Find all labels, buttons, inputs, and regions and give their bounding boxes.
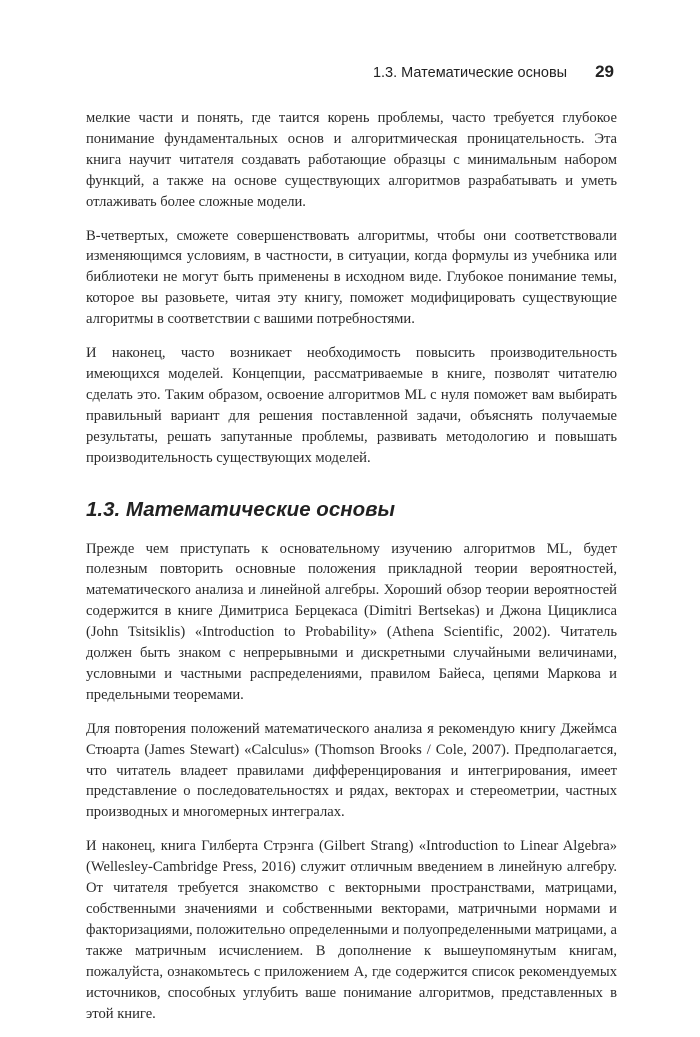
running-title: 1.3. Математические основы — [372, 65, 568, 81]
page-body — [86, 108, 617, 1037]
paragraph: И наконец, книга Гилберта Стрэнга (Gilbert Strang) «Introduction to Linear Algebra» (Wellesley-Cambridge Press, 2016) служит отличным введением в линейную алгебру. От читателя требуется знакомство с векторными пространствами, матрицами, собственными значениями и собственными векторами, матричными нормами и факторизациями, положительно определенными и полуопределенными матрицами, а также матричным исчислением. В дополнение к вышеупомянутым книгам, пожалуйста, ознакомьтесь с приложением A, где содержится список рекомендуемых источников, способных углубить ваше понимание алгоритмов, представленных в этой книге. — [86, 838, 617, 1022]
page-number: 29 — [595, 62, 614, 81]
section-heading: 1.3. Математические основы — [86, 497, 396, 521]
paragraph: мелкие части и понять, где таится корень проблемы, часто требуется глубокое понимание фундаментальных основ и алгоритмическая проницательность. Эта книга научит читателя создавать работающие образцы с минимальным набором функций, а также на основе существующих алгоритмов разрабатывать и уметь отлаживать более сложные модели. — [86, 110, 617, 210]
paragraph: Прежде чем приступать к основательному изучению алгоритмов ML, будет полезным повторить основные положения прикладной теории вероятностей, математического анализа и линейной алгебры. Хороший обзор теории вероятностей содержится в книге Димитриса Берцекаса (Dimitri Bertsekas) и Джона Цициклиса (John Tsitsiklis) «Introduction to Probability» (Athena Scientific, 2002). Читатель должен быть знаком с непрерывными и дискретными случайными величинами, условными и частными распределениями, правилом Байеса, цепями Маркова и предельными теоремами. — [86, 540, 617, 703]
running-header — [86, 62, 614, 86]
paragraph: И наконец, часто возникает необходимость повысить производительность имеющихся моделей. Концепции, рассматриваемые в книге, позволят читателю сделать это. Таким образом, освоение алгоритмов ML с нуля поможет вам выбирать правильный вариант для решения поставленной задачи, объяснять получаемые результаты, решать запутанные проблемы, развивать методологию и повышать производительность существующих моделей. — [86, 345, 617, 466]
paragraph: Для повторения положений математического анализа я рекомендую книгу Джеймса Стюарта (James Stewart) «Calculus» (Thomson Brooks / Cole, 2007). Предполагается, что читатель владеет правилами дифференцирования и интегрирования, имеет представление о последовательностях и рядах, векторах и стереометрии, частных производных и многомерных интегралах. — [86, 720, 617, 821]
paragraph: В-четвертых, сможете совершенствовать алгоритмы, чтобы они соответствовали изменяющимся условиям, в частности, в ситуации, когда формулы из учебника или библиотеки не могут быть применены в исходном виде. Глубокое понимание темы, которое вы разовьете, читая эту книгу, поможет модифицировать существующие алгоритмы в соответствии с вашими потребностями. — [86, 227, 617, 328]
